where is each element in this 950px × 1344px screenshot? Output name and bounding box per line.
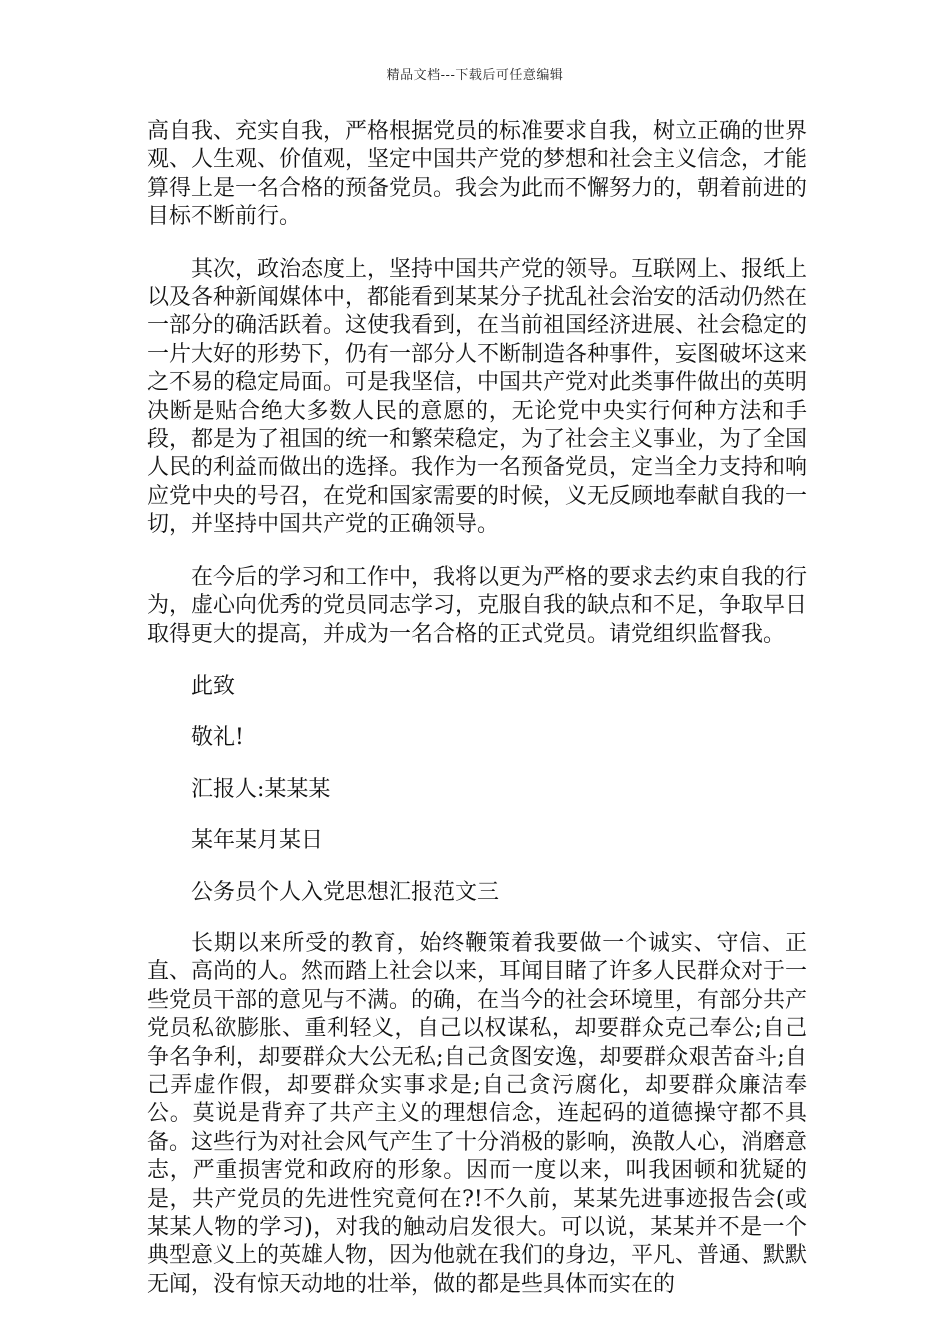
closing-regards: 敬礼! (191, 725, 244, 751)
document-body (147, 118, 807, 1323)
page-header: 精品文档---下载后可任意编辑 (386, 68, 564, 83)
paragraph-future-commitment: 在今后的学习和工作中，我将以更为严格的要求去约束自我的行为，虚心向优秀的党员同志学习，克服自我的缺点和不足，争取早日取得更大的提高，并成为一名合格的正式党员。请党组织监督我。 (147, 564, 808, 647)
date-line: 某年某月某日 (191, 828, 324, 854)
section-title: 公务员个人入党思想汇报范文三 (191, 879, 500, 905)
reporter-line: 汇报人:某某某 (191, 776, 331, 802)
paragraph-continuation: 高自我、充实自我，严格根据党员的标准要求自我，树立正确的世界观、人生观、价值观，坚定中国共产党的梦想和社会主义信念，才能算得上是一名合格的预备党员。我会为此而不懈努力的，朝着前进的目标不断前行。 (147, 119, 808, 230)
paragraph-political-attitude: 其次，政治态度上，坚持中国共产党的领导。互联网上、报纸上以及各种新闻媒体中，都能看到某某分子扰乱社会治安的活动仍然在一部分的确活跃着。这使我看到，在当前祖国经济进展、社会稳定的一片大好的形势下，仍有一部分人不断制造各种事件，妄图破坏这来之不易的稳定局面。可是我坚信，中国共产党对此类事件做出的英明决断是贴合绝大多数人民的意愿的，无论党中央实行何种方法和手段，都是为了祖国的统一和繁荣稳定，为了社会主义事业，为了全国人民的利益而做出的选择。我作为一名预备党员，定当全力支持和响应党中央的号召，在党和国家需要的时候，义无反顾地奉献自我的一切，并坚持中国共产党的正确领导。 (147, 256, 808, 538)
closing-salutation: 此致 (191, 673, 236, 699)
paragraph-long-education: 长期以来所受的教育，始终鞭策着我要做一个诚实、守信、正直、高尚的人。然而踏上社会以来，耳闻目睹了许多人民群众对于一些党员干部的意见与不满。的确，在当今的社会环境里，有部分共产党员私欲膨胀、重利轻义，自己以权谋私，却要群众克己奉公;自己争名争利，却要群众大公无私;自己贪图安逸，却要群众艰苦奋斗;自己弄虚作假，却要群众实事求是;自己贪污腐化，却要群众廉洁奉公。莫说是背弃了共产主义的理想信念，连起码的道德操守都不具备。这些行为对社会风气产生了十分消极的影响，涣散人心，消磨意志，严重损害党和政府的形象。因而一度以来，叫我困顿和犹疑的是，共产党员的先进性究竟何在?!不久前，某某先进事迹报告会(或某某人物的学习)，对我的触动启发很大。可以说，某某并不是一个典型意义上的英雄人物，因为他就在我们的身边，平凡、普通、默默无闻，没有惊天动地的壮举，做的都是些具体而实在的 (147, 930, 808, 1297)
